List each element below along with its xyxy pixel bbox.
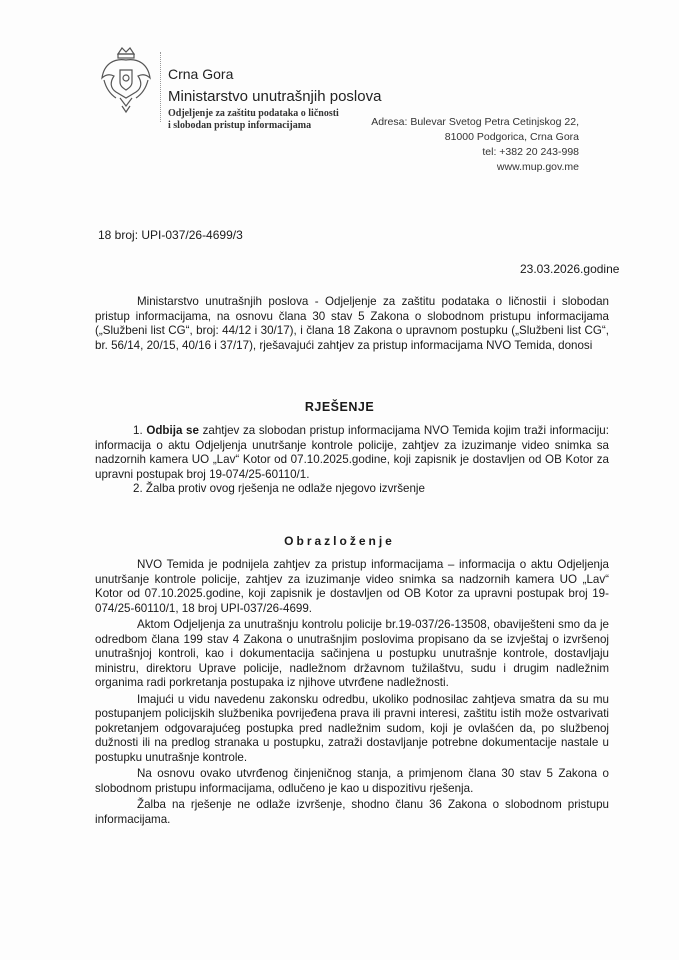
reasoning-title: Obrazloženje	[284, 534, 395, 548]
intro-text: Ministarstvo unutrašnjih poslova - Odjeljenje za zaštitu podataka o ličnostii i slobodan pristup informacijama, na osnovu člana 30 stav 5 Zakona o slobodnom pristupu informacijama („Službeni list CG“, broj: 44/12 i 30/17), i člana 18 Zakona o upravnom postupku („Službeni list CG“, br. 56/14, 20/15, 40/16 i 37/17), rješavajući zahtjev za pristup informacijama NVO Temida, donosi	[95, 295, 609, 352]
address-website: www.mup.gov.me	[496, 161, 579, 173]
address-block	[371, 115, 579, 175]
reasoning-paragraph: Žalba na rješenje ne odlaže izvršenje, shodno članu 36 Zakona o slobodnom pristupu informacijama.	[95, 798, 609, 826]
item-1-text: zahtjev za slobodan pristup informacijama NVO Temida kojim traži informaciju: informacija o aktu Odjeljenja unutršanje kontrole policije, zahtjev za izuzimanje video snimka sa nadzornih kamera UO „Lav“ Kotor od 07.10.2025.godine, koji zapisnik je dostavljen od OB Kotor za upravni postupak broj 19-074/25-60110/1.	[95, 424, 609, 481]
address-line-1: Adresa: Bulevar Svetog Petra Cetinjskog 22,	[371, 116, 579, 128]
item-1-bold: Odbija se	[146, 424, 199, 437]
decision-items	[95, 424, 609, 497]
intro-paragraph	[95, 295, 609, 353]
reasoning-section	[95, 558, 609, 829]
decision-title: RJEŠENJE	[304, 400, 375, 414]
header-department	[168, 108, 339, 132]
reasoning-paragraph: NVO Temida je podnijela zahtjev za pristup informacijama – informacija o aktu Odjeljenja unutršanje kontrole policije, zahtjev za izuzimanje video snimka sa nadzornih kamera UO „Lav“ Kotor od 07.10.2025.godine, koji zapisnik je dostavljen od OB Kotor za upravni postupak broj 19-074/25-60110/1, 18 broj UPI-037/26-4699.	[95, 558, 609, 615]
reasoning-paragraph: Aktom Odjeljenja za unutrašnju kontrolu policije br.19-037/26-13508, obaviješteni smo da je odredbom člana 199 stav 4 Zakona o unutrašnjim poslovima propisano da se izvještaj o izvršenoj unutrašnjoj kontroli, kao i dokumentacija sačinjena u postupku unutrašnje kontrole, dostavljaju ministru, direktoru Uprave policije, nadležnom državnom tužilaštvu, sudu i drugim nadležnim organima radi porkretanja postupaka iz njihove utvrđene nadležnosti.	[95, 618, 609, 689]
header-country: Crna Gora	[168, 66, 234, 82]
decision-item-2: 2. Žalba protiv ovog rješenja ne odlaže njegovo izvršenje	[133, 482, 425, 495]
header-divider	[160, 52, 161, 122]
department-line-2: i slobodan pristup informacijama	[168, 120, 312, 131]
address-phone: tel: +382 20 243-998	[482, 146, 579, 158]
header-ministry: Ministarstvo unutrašnjih poslova	[168, 88, 382, 105]
document-date: 23.03.2026.godine	[520, 262, 620, 276]
montenegro-coat-of-arms-icon	[96, 44, 156, 116]
reasoning-paragraph: Na osnovu ovako utvrđenog činjeničnog stanja, a primjenom člana 30 stav 5 Zakona o slobodnom pristupu informacijama, odlučeno je kao u dispozitivu rješenja.	[95, 767, 609, 795]
address-line-2: 81000 Podgorica, Crna Gora	[444, 131, 579, 143]
decision-item-1	[95, 424, 609, 482]
department-line-1: Odjeljenje za zaštitu podataka o ličnosti	[168, 108, 339, 119]
reference-number: 18 broj: UPI-037/26-4699/3	[98, 228, 243, 242]
item-1-number: 1.	[133, 424, 143, 437]
reasoning-paragraph: Imajući u vidu navedenu zakonsku odredbu, ukoliko podnosilac zahtjeva smatra da su mu postupanjem policijskih službenika povrijeđena prava ili pravni interesi, zaštitu istih može ostvarivati pokretanjem odgovarajućeg postupka pred nadležnim sudom, koji je ovlašćen da, po službenoj dužnosti ili na predlog stranaka u postupku, zatraži dostavljanje potrebne dokumentacije nastale u postupku unutrašnje kontrole.	[95, 692, 609, 764]
